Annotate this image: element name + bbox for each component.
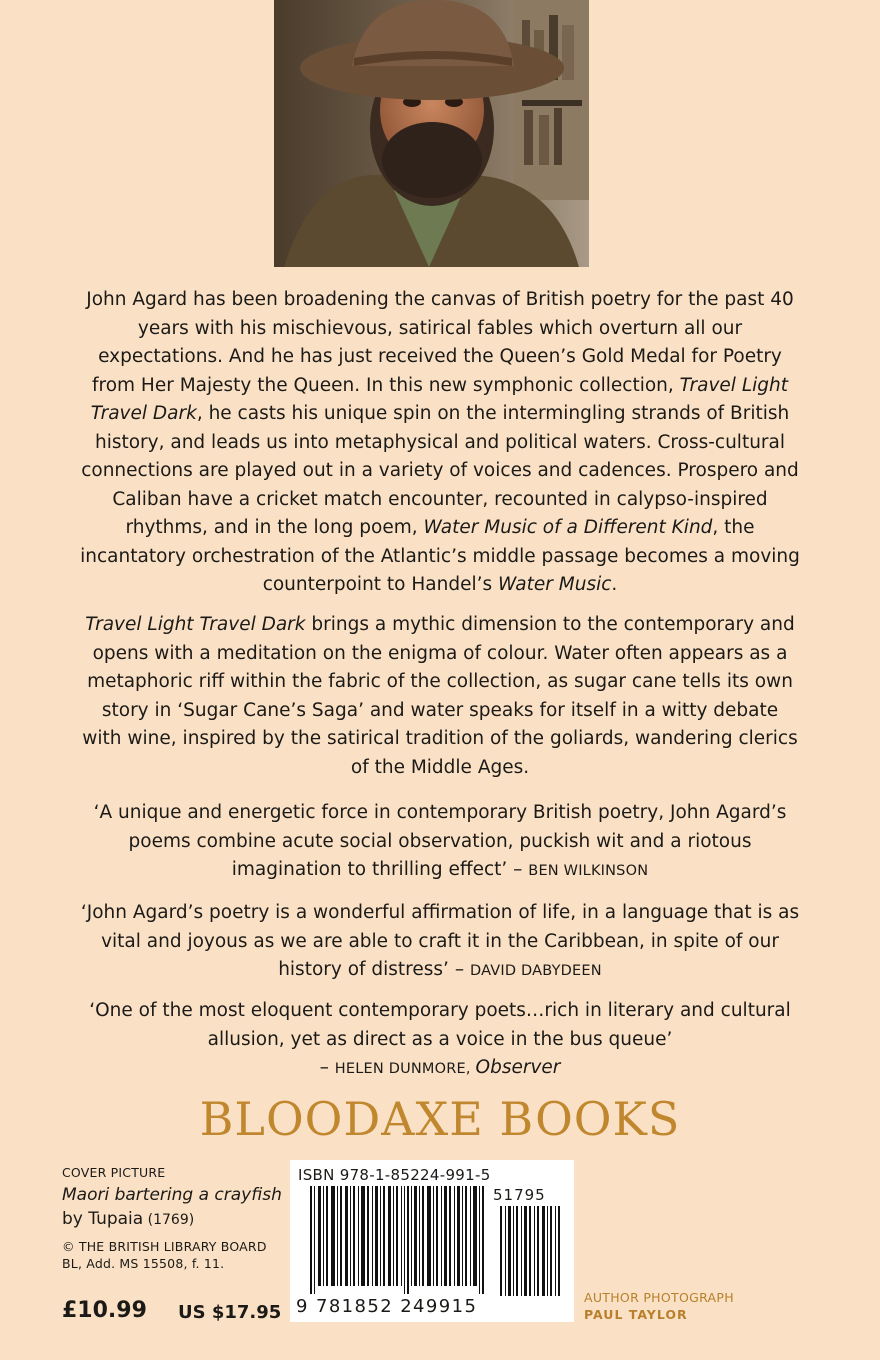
work-title: Water Music [498,574,612,595]
author-photograph-label: AUTHOR PHOTOGRAPH [584,1290,734,1305]
barcode-bars [310,1186,565,1296]
photographer-name: PAUL TAYLOR [584,1307,688,1322]
artwork-year: (1769) [143,1212,195,1228]
cover-picture-label: COVER PICTURE [62,1165,166,1180]
blurb-paragraph-2 [80,611,800,782]
book-title: Travel Light Travel Dark [85,614,306,635]
publisher-logo: BLOODAXE BOOKS [199,1092,681,1146]
author-photo-illustration [274,0,589,267]
cover-picture-artist [62,1207,302,1232]
poem-title: Water Music of a Different Kind [423,517,713,538]
isbn: ISBN 978-1-85224-991-5 [298,1166,491,1184]
quote-attribution: DAVID DABYDEEN [469,963,602,979]
copyright-line: © THE BRITISH LIBRARY BOARD [62,1239,267,1254]
price-uk: £10.99 [62,1298,147,1323]
book-title: Travel Light Travel Dark [90,374,788,424]
quote-attribution: BEN WILKINSON [528,863,649,879]
quote-source: Observer [475,1057,561,1078]
quote-text: ‘John Agard’s poetry is a wonderful affirmation of life, in a language that is as vital and joyous as we are able to craft it in the Caribbean, in spite of our history of distress’ [80,902,800,980]
quote-attribution: HELEN DUNMORE, [334,1061,476,1077]
barcode-price-code: 51795 [493,1186,546,1204]
artist-name: Tupaia [88,1209,144,1229]
blurb-text: John Agard has been broadening the canvas of British poetry for the past 40 years with his mischievous, satirical fables which overturn all our expectations. And he has just received the Queen’s Gold Medal for Poetry from Her Majesty the Queen. In this new symphonic collection, [86,289,794,396]
author-photo [274,0,589,267]
cover-picture-title [62,1183,302,1207]
blurb-text: brings a mythic dimension to the contemporary and opens with a meditation on the enigma of colour. Water often appears as a metaphoric riff within the fabric of the collection, as sugar cane tells its own story in ‘Sugar Cane’s Saga’ and water speaks for itself in a witty debate with wine, inspired by the satirical tradition of the goliards, wandering clerics of the Middle Ages. [82,614,798,778]
barcode-number: 9 781852 249915 [296,1296,478,1317]
price-us: US $17.95 [178,1302,282,1323]
review-quote [80,799,800,886]
manuscript-reference: BL, Add. MS 15508, f. 11. [62,1256,225,1271]
quote-dash: – [507,859,529,880]
quote-text: ‘A unique and energetic force in contemporary British poetry, John Agard’s poems combine acute social observation, puckish wit and a riotous imagination to thrilling effect’ [93,802,787,880]
by-text: by [62,1209,89,1229]
blurb-text: , the incantatory orchestration of the Atlantic’s middle passage becomes a moving counterpoint to Handel’s [80,517,800,595]
blurb-paragraph-1 [80,286,800,600]
quote-dash: – [319,1057,335,1078]
review-quote [80,899,800,986]
author-photograph-credit [584,1290,734,1322]
quote-dash: – [448,959,470,980]
cover-title-text: Maori bartering a crayfish [62,1185,282,1205]
blurb-text: . [611,574,618,595]
review-quote [80,997,800,1084]
blurb-text: , he casts his unique spin on the intermingling strands of British history, and leads us into metaphysical and political waters. Cross-cultural connections are played out in a variety of voices and cadences. Prospero and Caliban have a cricket match encounter, recounted in calypso-inspired rhythms, and in the long poem, [81,403,799,538]
cover-picture-info [62,1164,302,1272]
quote-text: ‘One of the most eloquent contemporary poets…rich in literary and cultural allusion, yet as direct as a voice in the bus queue’ [89,1000,791,1050]
